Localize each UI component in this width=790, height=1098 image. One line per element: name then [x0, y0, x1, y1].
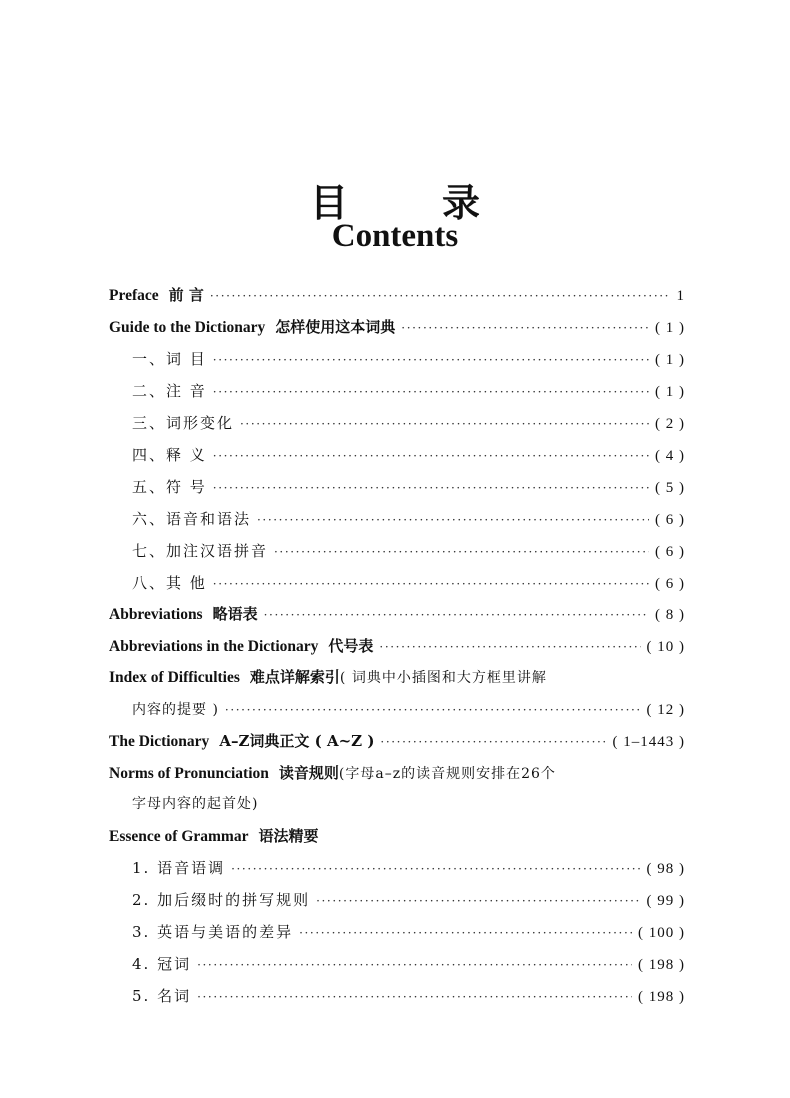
toc-subentry[interactable] — [132, 889, 685, 911]
toc-entry-page: ( 1 ) — [655, 352, 685, 368]
toc-entry-essence-of-grammar[interactable] — [109, 825, 685, 847]
toc-entry-english: Norms of Pronunciation — [109, 765, 269, 782]
toc-subentry[interactable] — [132, 953, 685, 975]
toc-entry-page: ( 100 ) — [638, 925, 685, 941]
dot-leader — [213, 380, 649, 403]
toc-entry-chinese: 5. 名词 — [132, 987, 192, 1005]
dot-leader — [225, 698, 641, 721]
toc-entry-page: ( 6 ) — [655, 544, 685, 560]
dot-leader — [213, 444, 649, 467]
toc-entry-chinese: 读音规则 — [278, 764, 339, 782]
toc-entry-note: ( 词典中小插图和大方框里讲解 — [339, 670, 547, 686]
toc-entry-chinese: 三、词形变化 — [132, 414, 235, 432]
toc-entry-continuation[interactable] — [132, 698, 685, 720]
toc-entry-chinese: 语法精要 — [258, 827, 319, 845]
toc-entry-chinese: 代号表 — [328, 637, 374, 655]
toc-entry-page: ( 198 ) — [638, 989, 685, 1005]
toc-entry-english: Guide to the Dictionary — [109, 319, 266, 336]
toc-entry-chinese: 二、注 音 — [132, 382, 207, 400]
toc-entry-chinese: 八、其 他 — [132, 574, 207, 592]
toc-subentry[interactable] — [132, 508, 685, 530]
toc-entry-chinese: 略语表 — [212, 605, 258, 623]
toc-entry-page: ( 1 ) — [655, 320, 685, 336]
toc-entry-abbreviations[interactable] — [109, 603, 685, 625]
toc-entry-page: ( 1 ) — [655, 384, 685, 400]
toc-subentry[interactable] — [132, 921, 685, 943]
toc-entry-page: ( 6 ) — [655, 512, 685, 528]
toc-entry-page: ( 2 ) — [655, 416, 685, 432]
toc-entry-page: ( 4 ) — [655, 448, 685, 464]
toc-entry-english: Index of Difficulties — [109, 669, 240, 686]
toc-entry-chinese: 七、加注汉语拼音 — [132, 542, 269, 560]
toc-entry-preface[interactable] — [109, 284, 685, 306]
toc-entry-english: Preface — [109, 287, 159, 304]
toc-subentry[interactable] — [132, 380, 685, 402]
toc-entry-index-of-difficulties[interactable] — [109, 666, 685, 688]
toc-entry-note-continued: 内容的提要 ) — [132, 702, 219, 718]
toc-entry-page: ( 99 ) — [646, 893, 685, 909]
toc-entry-chinese: 四、释 义 — [132, 446, 207, 464]
toc-entry-page: ( 198 ) — [638, 957, 685, 973]
dot-leader — [197, 953, 632, 976]
toc-subentry[interactable] — [132, 540, 685, 562]
toc-entry-chinese: 难点详解索引 — [249, 668, 340, 686]
dot-leader — [197, 985, 632, 1008]
toc-entry-page: ( 10 ) — [646, 639, 685, 655]
toc-subentry[interactable] — [132, 444, 685, 466]
page-title-english: Contents — [331, 218, 459, 254]
toc-entry-norms-of-pronunciation[interactable] — [109, 762, 685, 784]
dot-leader — [213, 348, 649, 371]
toc-entry-note-continued: 字母内容的起首处) — [132, 796, 259, 812]
toc-entry-chinese: 一、词 目 — [132, 350, 207, 368]
toc-entry-chinese: 2. 加后缀时的拼写规则 — [132, 891, 311, 909]
toc-entry-page: ( 1–1443 ) — [612, 734, 685, 750]
toc-entry-english: Essence of Grammar — [109, 828, 249, 845]
toc-entry-page: ( 8 ) — [655, 607, 685, 623]
toc-entry-page: ( 6 ) — [655, 576, 685, 592]
dot-leader — [380, 730, 606, 753]
toc-entry-the-dictionary[interactable] — [109, 730, 685, 752]
toc-entry-guide[interactable] — [109, 316, 685, 338]
toc-entry-chinese: A–Z词典正文 ( A~Z ) — [219, 732, 375, 750]
toc-subentry[interactable] — [132, 857, 685, 879]
toc-subentry[interactable] — [132, 985, 685, 1007]
dot-leader — [231, 857, 640, 880]
dot-leader — [264, 603, 649, 626]
toc-subentry[interactable] — [132, 476, 685, 498]
toc-subentry[interactable] — [132, 572, 685, 594]
toc-subentry[interactable] — [132, 348, 685, 370]
toc-entry-chinese: 3. 英语与美语的差异 — [132, 923, 294, 941]
toc-entry-abbreviations-in-dictionary[interactable] — [109, 635, 685, 657]
toc-subentry[interactable] — [132, 412, 685, 434]
dot-leader — [299, 921, 632, 944]
page-title-chinese: 目 录 — [309, 180, 508, 225]
toc-entry-chinese: 1. 语音语调 — [132, 859, 226, 877]
dot-leader — [213, 476, 649, 499]
dot-leader — [316, 889, 640, 912]
toc-entry-chinese: 前 言 — [168, 286, 204, 304]
toc-entry-english: Abbreviations — [109, 606, 203, 623]
toc-entry-page: 1 — [676, 288, 685, 304]
toc-entry-english: The Dictionary — [109, 733, 210, 750]
dot-leader — [274, 540, 649, 563]
dot-leader — [213, 572, 649, 595]
toc-entry-page: ( 98 ) — [646, 861, 685, 877]
dot-leader — [401, 316, 649, 339]
toc-entry-note: (字母a–z的读音规则安排在26个 — [338, 766, 556, 782]
dot-leader — [240, 412, 649, 435]
toc-entry-english: Abbreviations in the Dictionary — [109, 638, 319, 655]
toc-entry-chinese: 4. 冠词 — [132, 955, 192, 973]
dot-leader — [379, 635, 640, 658]
toc-entry-chinese: 六、语音和语法 — [132, 510, 252, 528]
toc-entry-page: ( 5 ) — [655, 480, 685, 496]
toc-entry-chinese: 怎样使用这本词典 — [275, 318, 396, 336]
dot-leader — [257, 508, 649, 531]
dot-leader — [210, 284, 671, 307]
toc-entry-page: ( 12 ) — [646, 702, 685, 718]
toc-entry-chinese: 五、符 号 — [132, 478, 207, 496]
